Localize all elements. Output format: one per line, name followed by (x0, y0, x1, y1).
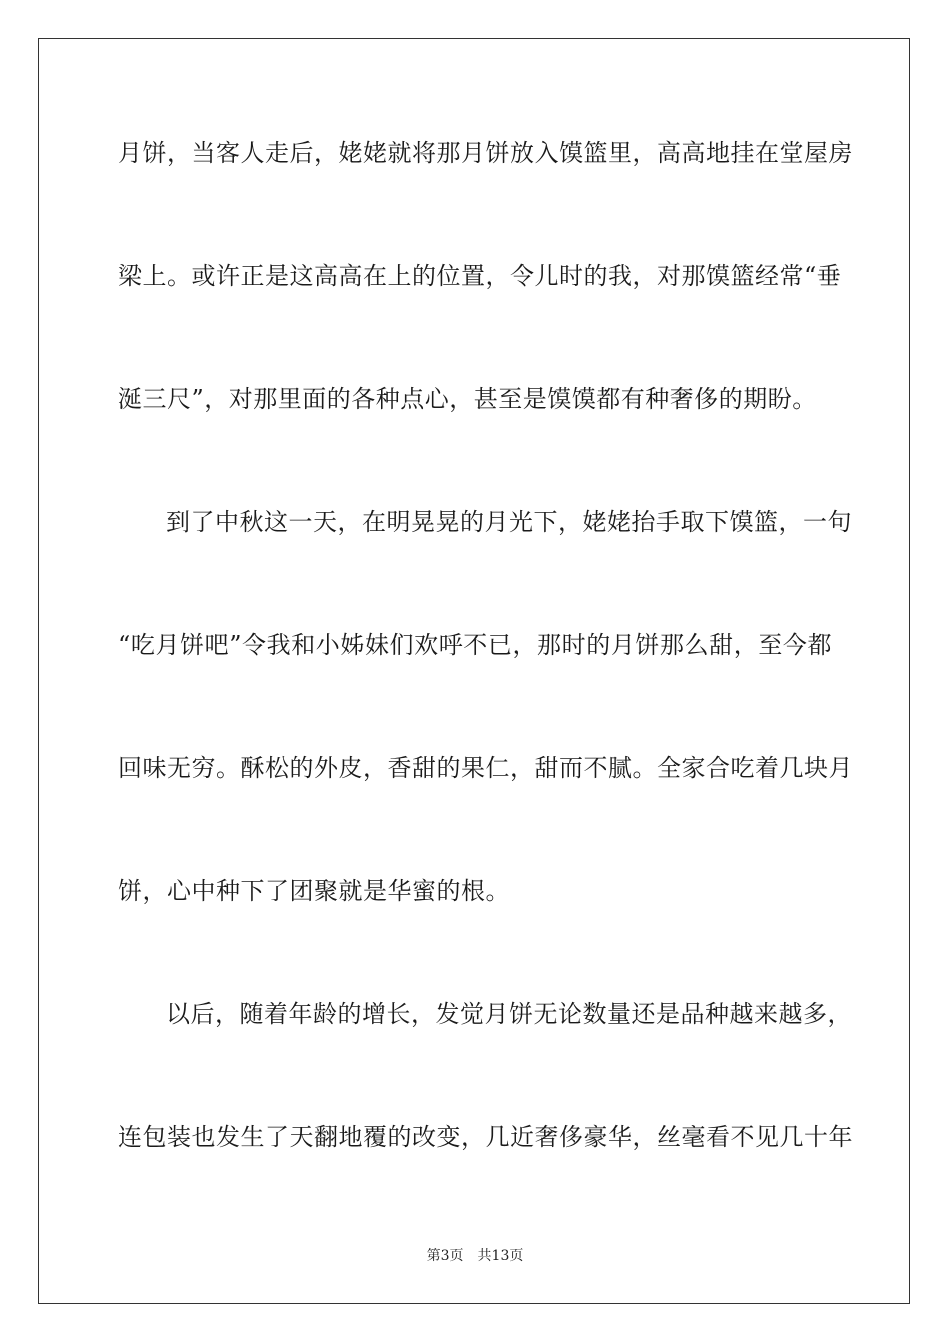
text-line: 到了中秋这一天，在明晃晃的月光下，姥姥抬手取下馍篮，一句 (166, 508, 852, 536)
text-line: “吃月饼吧”令我和小姊妹们欢呼不已，那时的月饼那么甜，至今都 (118, 631, 832, 659)
text-line: 涎三尺”，对那里面的各种点心，甚至是馍馍都有种奢侈的期盼。 (118, 385, 817, 413)
text-line: 以后，随着年龄的增长，发觉月饼无论数量还是品种越来越多， (166, 1000, 852, 1028)
text-line: 回味无穷。酥松的外皮，香甜的果仁，甜而不腻。全家合吃着几块月 (118, 754, 853, 782)
page-number-footer: 第3页 共13页 (426, 1248, 524, 1264)
text-line: 饼，心中种下了团聚就是华蜜的根。 (118, 877, 510, 905)
text-line: 梁上。或许正是这高高在上的位置，令儿时的我，对那馍篮经常“垂 (118, 262, 842, 290)
text-line: 连包装也发生了天翻地覆的改变，几近奢侈豪华，丝毫看不见几十年 (118, 1123, 853, 1151)
page-border (38, 38, 910, 1304)
text-line: 月饼，当客人走后，姥姥就将那月饼放入馍篮里，高高地挂在堂屋房 (118, 139, 853, 167)
